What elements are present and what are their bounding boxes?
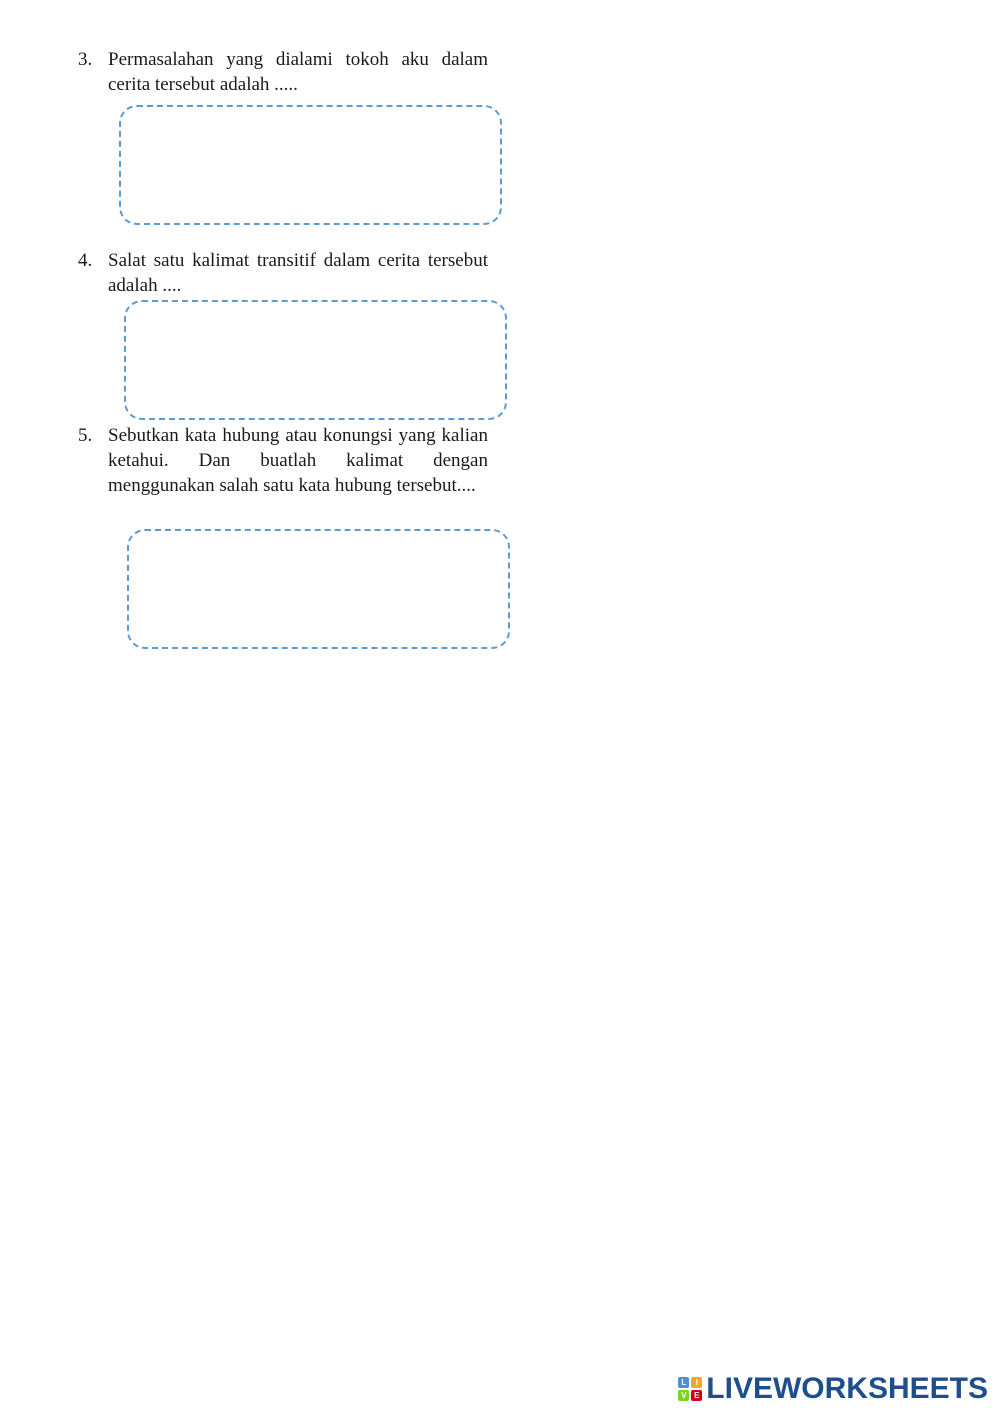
question-4 [78, 248, 488, 298]
question-number: 4. [78, 250, 93, 271]
answer-box-3[interactable] [119, 105, 502, 225]
answer-box-5[interactable] [127, 529, 510, 649]
liveworksheets-logo [678, 1372, 988, 1406]
logo-cell: V [678, 1390, 689, 1401]
question-text: Permasalahan yang dialami tokoh aku dalam cerita tersebut adalah ..... [108, 49, 488, 95]
question-3 [78, 47, 488, 97]
logo-cell: L [678, 1377, 689, 1388]
question-text: Salat satu kalimat transitif dalam cerita tersebut adalah .... [108, 250, 488, 296]
question-number: 5. [78, 425, 93, 446]
answer-input-5[interactable] [129, 531, 508, 647]
answer-box-4[interactable] [124, 300, 507, 420]
answer-input-4[interactable] [126, 302, 505, 418]
logo-icon [678, 1377, 702, 1401]
logo-cell: I [691, 1377, 702, 1388]
brand-name: LIVEWORKSHEETS [706, 1372, 988, 1405]
logo-cell: E [691, 1390, 702, 1401]
question-text: Sebutkan kata hubung atau konungsi yang kalian ketahui. Dan buatlah kalimat dengan menggunakan salah satu kata hubung tersebut.... [108, 425, 488, 496]
question-5 [78, 423, 488, 498]
question-number: 3. [78, 49, 93, 70]
answer-input-3[interactable] [121, 107, 500, 223]
